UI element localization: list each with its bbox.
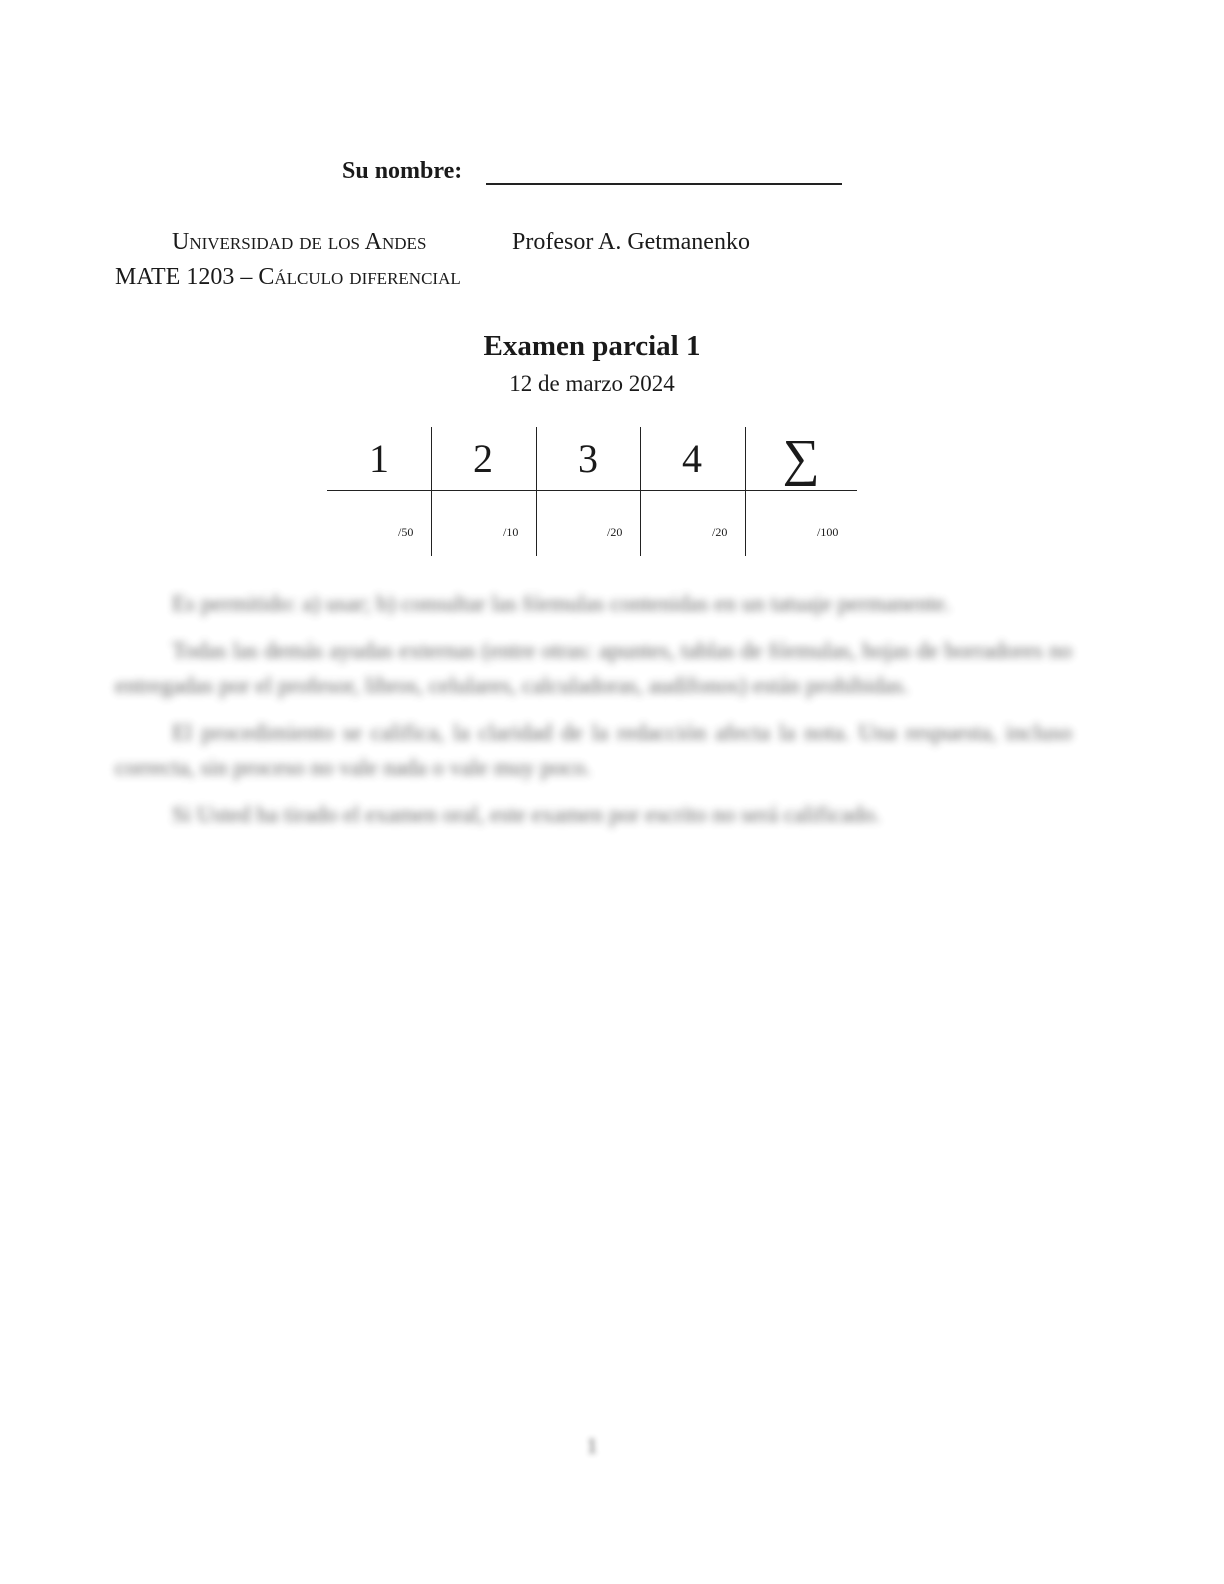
instruction-paragraph: Es permitido: a) usar; b) consultar las fórmulas contenidas en un tatuaje permanente. <box>172 591 951 616</box>
instructions <box>115 586 1072 844</box>
university-name: Universidad de los Andes <box>172 229 427 255</box>
instruction-paragraph: Todas las demás ayudas externas (entre otras: apuntes, tablas de fórmulas, hojas de borradores no entregadas por el profesor, libros, celulares, calculadoras, audífonos) están prohibidas. <box>115 638 1072 698</box>
problem-3-max: /20 <box>607 525 623 539</box>
score-table-divider <box>327 490 857 491</box>
score-table <box>327 427 857 556</box>
problem-1-header: 1 <box>369 436 389 481</box>
total-sum-header: ∑ <box>782 430 820 487</box>
problem-4-header: 4 <box>682 436 702 481</box>
course-subject: Cálculo diferencial <box>258 264 461 290</box>
problem-2-header: 2 <box>473 436 493 481</box>
name-blank-line[interactable] <box>486 183 842 185</box>
problem-2-max: /10 <box>503 525 519 539</box>
course-name <box>115 264 461 291</box>
total-max: /100 <box>817 525 839 539</box>
problem-4-max: /20 <box>712 525 728 539</box>
page-number: 1 <box>586 1433 598 1458</box>
exam-title: Examen parcial 1 <box>483 330 701 362</box>
professor-name: Profesor A. Getmanenko <box>512 229 750 255</box>
problem-3-header: 3 <box>578 436 598 481</box>
exam-date: 12 de marzo 2024 <box>509 371 675 396</box>
problem-1-max: /50 <box>398 525 414 539</box>
instruction-paragraph: El procedimiento se califica, la claridad de la redacción afecta la nota. Una respuesta, incluso correcta, sin proceso no vale nada o vale muy poco. <box>115 720 1072 780</box>
name-label: Su nombre: <box>342 158 463 184</box>
instruction-paragraph: Si Usted ha tirado el examen oral, este examen por escrito no será calificado. <box>172 802 881 827</box>
course-code: MATE 1203 – <box>115 264 259 290</box>
